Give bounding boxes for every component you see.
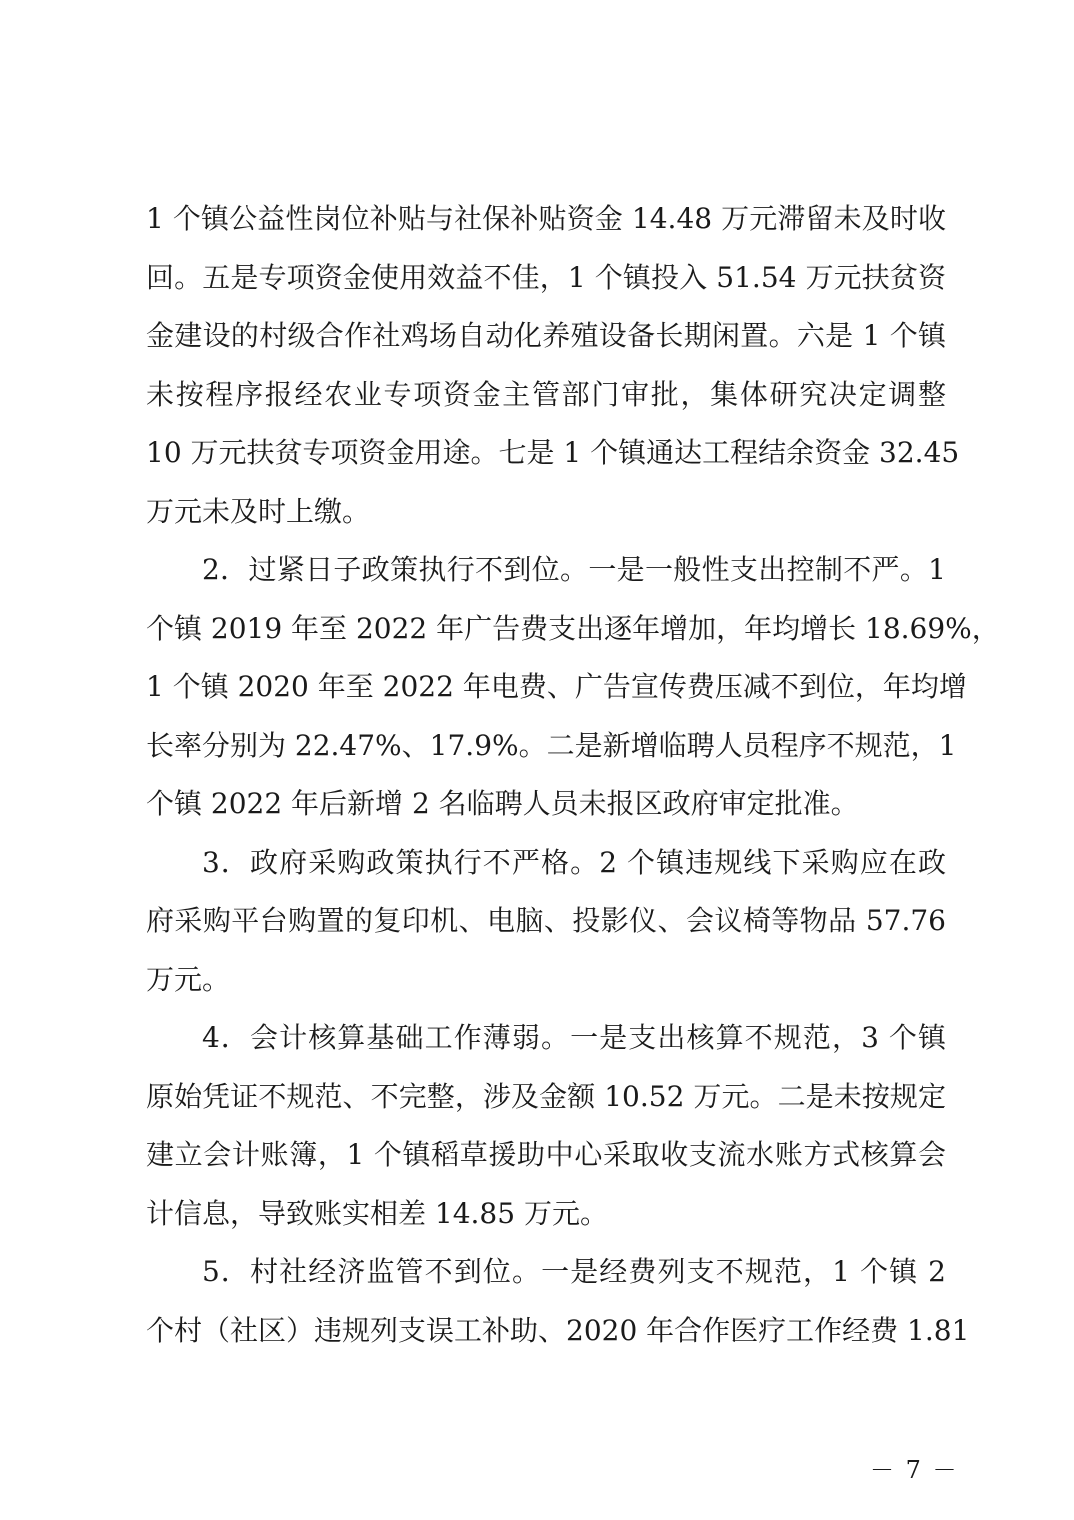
text-line: 10 万元扶贫专项资金用途。七是 1 个镇通达工程结余资金 32.45: [146, 436, 960, 469]
text-line: 原始凭证不规范、不完整，涉及金额 10.52 万元。二是未按规定: [146, 1079, 946, 1113]
text-line: 建立会计账簿，1 个镇稻草援助中心采取收支流水账方式核算会: [146, 1138, 946, 1171]
section-3-heading-line: 3．政府采购政策执行不严格。2 个镇违规线下采购应在政: [202, 845, 946, 879]
page-number: － 7 －: [870, 1456, 959, 1484]
text-line: 长率分别为 22.47%、17.9%。二是新增临聘人员程序不规范，1: [146, 728, 957, 762]
text-line: 1 个镇 2020 年至 2022 年电费、广告宣传费压减不到位，年均增: [146, 670, 967, 703]
section-2-heading-line: 2．过紧日子政策执行不到位。一是一般性支出控制不严。1: [202, 553, 946, 586]
text-line: 未按程序报经农业专项资金主管部门审批，集体研究决定调整: [146, 377, 946, 411]
body-text: [146, 190, 1000, 1360]
text-line: 万元。: [146, 962, 231, 996]
text-line: 个村（社区）违规列支误工补助、2020 年合作医疗工作经费 1.81: [146, 1313, 970, 1347]
section-4-heading-line: 4．会计核算基础工作薄弱。一是支出核算不规范，3 个镇: [202, 1021, 946, 1054]
text-line: 金建设的村级合作社鸡场自动化养殖设备长期闲置。六是 1 个镇: [146, 319, 946, 352]
text-line: 1 个镇公益性岗位补贴与社保补贴资金 14.48 万元滞留未及时收: [146, 202, 946, 235]
text-line: 府采购平台购置的复印机、电脑、投影仪、会议椅等物品 57.76: [146, 904, 946, 937]
text-line: 回。五是专项资金使用效益不佳，1 个镇投入 51.54 万元扶贫资: [146, 260, 946, 294]
text-line: 万元未及时上缴。: [146, 494, 371, 528]
text-line: 个镇 2019 年至 2022 年广告费支出逐年增加，年均增长 18.69%，: [146, 611, 1000, 645]
text-line: 个镇 2022 年后新增 2 名临聘人员未报区政府审定批准。: [146, 787, 859, 820]
section-5-heading-line: 5．村社经济监管不到位。一是经费列支不规范，1 个镇 2: [202, 1255, 946, 1288]
text-line: 计信息，导致账实相差 14.85 万元。: [146, 1196, 608, 1230]
